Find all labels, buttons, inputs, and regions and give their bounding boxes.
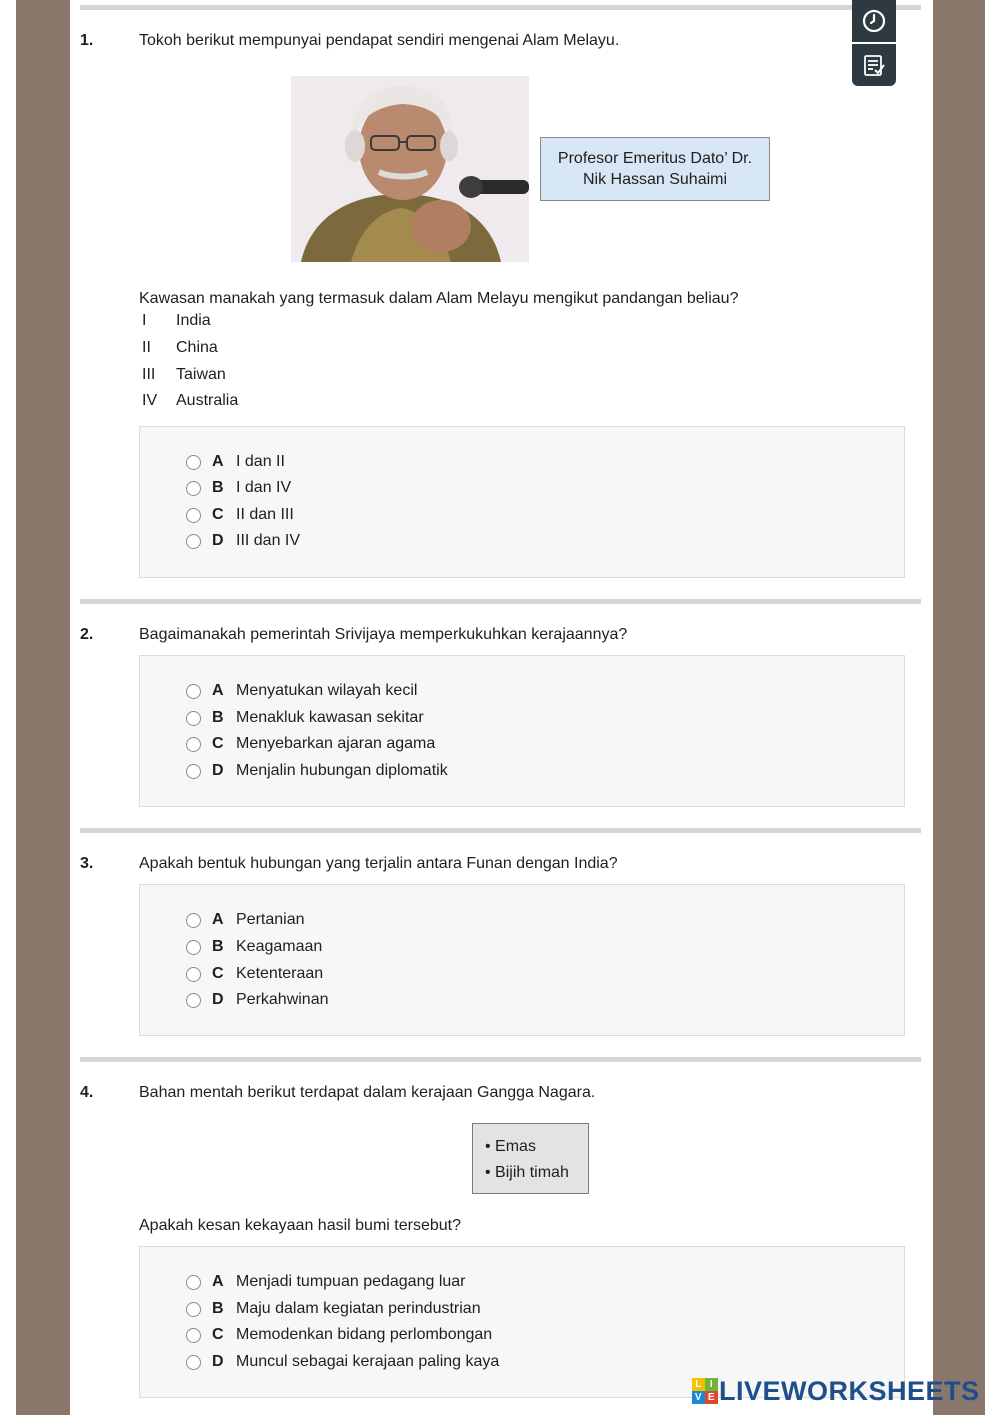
option-letter: A xyxy=(212,682,224,699)
answer-option[interactable] xyxy=(186,504,294,526)
option-letter: A xyxy=(212,453,224,470)
watermark-text: LIVEWORKSHEETS xyxy=(719,1375,980,1406)
answer-option[interactable] xyxy=(186,1351,499,1373)
answer-option[interactable] xyxy=(186,680,417,702)
question-number: 2. xyxy=(80,626,94,643)
option-text: Perkahwinan xyxy=(236,991,329,1008)
option-letter: D xyxy=(212,1353,224,1370)
figure-name-box xyxy=(540,137,770,201)
answer-option[interactable] xyxy=(186,989,329,1011)
clock-icon xyxy=(861,8,887,34)
figure-name-line: Profesor Emeritus Dato’ Dr. xyxy=(557,150,753,167)
option-text: Muncul sebagai kerajaan paling kaya xyxy=(236,1353,500,1370)
option-text: I dan II xyxy=(236,453,285,470)
question-prompt: Apakah kesan kekayaan hasil bumi tersebut? xyxy=(139,1217,461,1234)
left-frame xyxy=(0,0,70,1415)
question-divider xyxy=(80,1057,921,1062)
answer-option[interactable] xyxy=(186,909,305,931)
answer-option[interactable] xyxy=(186,707,424,729)
option-letter: C xyxy=(212,735,224,752)
statement-text: Australia xyxy=(176,392,239,409)
radio-button[interactable] xyxy=(186,1275,201,1290)
left-frame-band xyxy=(16,0,70,1415)
radio-button[interactable] xyxy=(186,1328,201,1343)
radio-button[interactable] xyxy=(186,534,201,549)
option-text: Menyebarkan ajaran agama xyxy=(236,735,436,752)
radio-button[interactable] xyxy=(186,481,201,496)
option-text: Menyatukan wilayah kecil xyxy=(236,682,418,699)
radio-button[interactable] xyxy=(186,967,201,982)
options-box xyxy=(139,655,905,807)
option-text: Keagamaan xyxy=(236,938,323,955)
materials-box xyxy=(472,1123,589,1194)
question-prompt: Kawasan manakah yang termasuk dalam Alam Melayu mengikut pandangan beliau? xyxy=(139,290,739,307)
option-text: Menakluk kawasan sekitar xyxy=(236,709,424,726)
statement-item xyxy=(142,390,238,412)
question-number: 3. xyxy=(80,855,94,872)
radio-button[interactable] xyxy=(186,1355,201,1370)
options-box xyxy=(139,884,905,1036)
radio-button[interactable] xyxy=(186,455,201,470)
portrait-photo xyxy=(291,76,529,262)
roman-numeral: IV xyxy=(142,392,158,409)
statement-text: China xyxy=(176,339,218,356)
radio-button[interactable] xyxy=(186,764,201,779)
answer-option[interactable] xyxy=(186,733,435,755)
portrait-illustration xyxy=(291,76,529,262)
option-letter: C xyxy=(212,965,224,982)
roman-numeral: I xyxy=(142,312,147,329)
radio-button[interactable] xyxy=(186,993,201,1008)
answer-option[interactable] xyxy=(186,477,291,499)
option-text: I dan IV xyxy=(236,479,292,496)
radio-button[interactable] xyxy=(186,1302,201,1317)
question-text: Apakah bentuk hubungan yang terjalin antara Funan dengan India? xyxy=(139,855,618,872)
option-letter: C xyxy=(212,1326,224,1343)
question-text: Bahan mentah berikut terdapat dalam kerajaan Gangga Nagara. xyxy=(139,1084,596,1101)
option-text: Pertanian xyxy=(236,911,305,928)
answer-option[interactable] xyxy=(186,530,300,552)
answer-option[interactable] xyxy=(186,451,285,473)
radio-button[interactable] xyxy=(186,508,201,523)
option-text: III dan IV xyxy=(236,532,301,549)
option-text: Menjalin hubungan diplomatik xyxy=(236,762,448,779)
answer-option[interactable] xyxy=(186,1298,481,1320)
option-letter: D xyxy=(212,762,224,779)
radio-button[interactable] xyxy=(186,711,201,726)
liveworksheets-logo-icon: L I V E xyxy=(692,1378,718,1404)
option-letter: B xyxy=(212,1300,224,1317)
option-letter: C xyxy=(212,506,224,523)
statement-item xyxy=(142,310,211,332)
liveworksheets-watermark xyxy=(692,1376,980,1406)
option-letter: A xyxy=(212,911,224,928)
statement-text: Taiwan xyxy=(176,366,226,383)
question-divider xyxy=(80,828,921,833)
question-divider xyxy=(80,599,921,604)
timer-button[interactable] xyxy=(852,0,896,42)
answer-option[interactable] xyxy=(186,936,322,958)
statement-item xyxy=(142,337,218,359)
options-box xyxy=(139,426,905,578)
option-text: Ketenteraan xyxy=(236,965,324,982)
statement-item xyxy=(142,364,226,386)
check-answers-button[interactable] xyxy=(852,44,896,86)
answer-option[interactable] xyxy=(186,760,448,782)
statement-text: India xyxy=(176,312,211,329)
radio-button[interactable] xyxy=(186,737,201,752)
checklist-icon xyxy=(861,52,887,78)
question-text: Tokoh berikut mempunyai pendapat sendiri mengenai Alam Melayu. xyxy=(139,32,620,49)
right-frame xyxy=(933,0,1000,1415)
question-number: 4. xyxy=(80,1084,94,1101)
option-text: II dan III xyxy=(236,506,294,523)
radio-button[interactable] xyxy=(186,940,201,955)
material-item: • Bijih timah xyxy=(485,1164,569,1181)
option-letter: B xyxy=(212,938,224,955)
option-text: Memodenkan bidang perlombongan xyxy=(236,1326,493,1343)
option-letter: B xyxy=(212,479,224,496)
answer-option[interactable] xyxy=(186,1271,466,1293)
question-text: Bagaimanakah pemerintah Srivijaya memperkukuhkan kerajaannya? xyxy=(139,626,628,643)
answer-option[interactable] xyxy=(186,963,323,985)
radio-button[interactable] xyxy=(186,684,201,699)
question-divider xyxy=(80,5,921,10)
radio-button[interactable] xyxy=(186,913,201,928)
option-letter: B xyxy=(212,709,224,726)
roman-numeral: III xyxy=(142,366,156,383)
figure-name-line: Nik Hassan Suhaimi xyxy=(582,171,728,188)
answer-option[interactable] xyxy=(186,1324,492,1346)
option-text: Maju dalam kegiatan perindustrian xyxy=(236,1300,481,1317)
option-letter: D xyxy=(212,532,224,549)
option-text: Menjadi tumpuan pedagang luar xyxy=(236,1273,466,1290)
option-letter: D xyxy=(212,991,224,1008)
worksheet xyxy=(70,0,933,1415)
right-frame-band xyxy=(933,0,985,1415)
material-item: • Emas xyxy=(485,1138,536,1155)
question-number: 1. xyxy=(80,32,94,49)
option-letter: A xyxy=(212,1273,224,1290)
roman-numeral: II xyxy=(142,339,151,356)
